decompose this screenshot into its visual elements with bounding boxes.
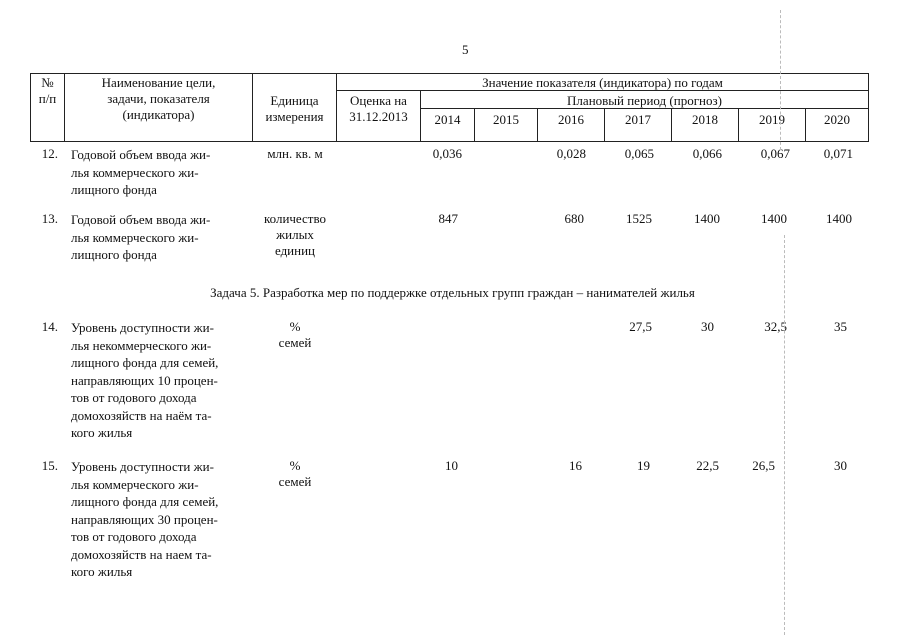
row-name-line: лья некоммерческого жи- (71, 337, 212, 353)
row-name-line: лищного фонда (71, 247, 157, 262)
row-value-2017: 1525 (626, 211, 652, 226)
row-unit-line: единиц (274, 243, 316, 258)
row-value-2019: 1400 (761, 211, 787, 226)
header-name-label: Наименование цели, (101, 75, 216, 90)
header-unit-label: измерения (265, 109, 324, 124)
header-num-cell (30, 75, 65, 107)
row-number: 12. (41, 146, 58, 161)
header-year: 2018 (692, 112, 718, 127)
row-value-2020: 30 (834, 458, 847, 473)
row-indicator-name (71, 319, 251, 442)
row-name-line: Уровень доступности жи- (71, 459, 214, 474)
row-name-line: кого жилья (71, 425, 133, 440)
row-number: 14. (41, 319, 58, 334)
row-value-2019: 32,5 (764, 319, 787, 334)
row-value-2020: 0,071 (823, 146, 853, 161)
row-name-line: лищного фонда (71, 182, 157, 197)
header-estimate-label: 31.12.2013 (349, 109, 408, 124)
row-indicator-name (71, 146, 251, 199)
header-estimate-cell (336, 93, 421, 125)
row-name-line: Годовой объем ввода жи- (71, 212, 211, 227)
header-name-cell (64, 75, 253, 123)
scan-fold-line (784, 235, 786, 635)
row-value-2016: 16 (569, 458, 582, 473)
row-value-2020: 35 (834, 319, 847, 334)
header-year: 2017 (625, 112, 651, 127)
header-year: 2015 (493, 112, 519, 127)
row-value-2018: 0,066 (692, 146, 722, 161)
header-year: 2020 (824, 112, 850, 127)
row-value-2017: 27,5 (629, 319, 652, 334)
row-name-line: домохозяйств на наем та- (71, 546, 212, 562)
row-value-2016: 0,028 (556, 146, 586, 161)
scan-fold-line (780, 10, 782, 150)
header-name-label: (индикатора) (122, 107, 195, 122)
row-value-2020: 1400 (826, 211, 852, 226)
row-value-2014: 0,036 (432, 146, 462, 161)
row-value-2017: 19 (637, 458, 650, 473)
row-unit-line: семей (278, 335, 312, 350)
row-name-line: домохозяйств на наём та- (71, 407, 212, 423)
row-value-2019: 0,067 (760, 146, 790, 161)
header-estimate-label: Оценка на (350, 93, 407, 108)
row-indicator-name (71, 211, 251, 264)
row-name-line: Годовой объем ввода жи- (71, 147, 211, 162)
row-name-line: направляющих 10 процен- (71, 372, 218, 388)
row-name-line: кого жилья (71, 564, 133, 579)
row-name-line: лищного фонда для семей, (71, 494, 219, 509)
row-unit (256, 319, 334, 351)
row-number: 15. (41, 458, 58, 473)
row-value-2017: 0,065 (624, 146, 654, 161)
header-year: 2014 (434, 112, 461, 127)
row-name-line: лья коммерческого жи- (71, 476, 199, 492)
row-value-2018: 1400 (694, 211, 720, 226)
row-indicator-name (71, 458, 251, 581)
header-year: 2019 (759, 112, 785, 127)
task-heading: Задача 5. Разработка мер по поддержке отдельных групп граждан – нанимателей жилья (210, 285, 695, 300)
row-unit-line: млн. кв. м (267, 146, 323, 161)
row-value-2018: 30 (701, 319, 714, 334)
header-bottom-border (30, 141, 869, 142)
row-value-2018: 22,5 (696, 458, 719, 473)
row-value-2016: 680 (564, 211, 584, 226)
row-unit-line: семей (278, 474, 312, 489)
row-name-line: направляющих 30 процен- (71, 511, 218, 527)
row-unit-line: % (289, 319, 301, 334)
row-unit-line: жилых (276, 227, 314, 242)
row-value-2014: 10 (445, 458, 458, 473)
row-name-line: лья коммерческого жи- (71, 229, 199, 245)
row-name-line: лищного фонда для семей, (71, 355, 219, 370)
row-value-2014: 847 (438, 211, 458, 226)
row-value-2019: 26,5 (752, 458, 775, 473)
row-unit (256, 458, 334, 490)
header-top-border (30, 73, 869, 74)
header-unit-label: Единица (270, 93, 319, 108)
row-name-line: тов от годового дохода (71, 529, 197, 544)
row-unit (256, 146, 334, 162)
header-values-title: Значение показателя (индикатора) по годам (482, 75, 723, 90)
header-year: 2016 (558, 112, 584, 127)
row-number: 13. (41, 211, 58, 226)
header-num-label: п/п (38, 91, 57, 106)
row-name-line: тов от годового дохода (71, 390, 197, 405)
header-name-label: задачи, показателя (107, 91, 210, 106)
row-name-line: Уровень доступности жи- (71, 320, 214, 335)
header-plan-title: Плановый период (прогноз) (567, 93, 722, 108)
header-num-label: № (41, 75, 54, 90)
page-number: 5 (462, 42, 469, 57)
row-name-line: лья коммерческого жи- (71, 164, 199, 180)
row-unit-line: % (289, 458, 301, 473)
row-unit (256, 211, 334, 259)
row-unit-line: количество (263, 211, 327, 226)
header-unit-cell (252, 93, 337, 125)
